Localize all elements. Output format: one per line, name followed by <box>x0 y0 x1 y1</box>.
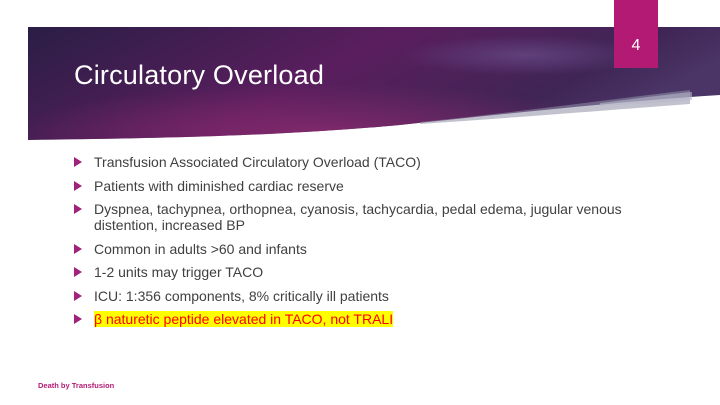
bullet-item <box>72 201 632 233</box>
triangle-bullet-icon <box>74 181 82 191</box>
bullet-item <box>72 264 632 280</box>
triangle-bullet-icon <box>74 267 82 277</box>
bullet-text: ICU: 1:356 components, 8% critically ill patients <box>94 287 389 304</box>
bullet-item-highlighted <box>72 311 632 327</box>
bullet-item <box>72 288 632 304</box>
highlighted-bullet-text: β naturetic peptide elevated in TACO, not TRALI <box>94 311 394 327</box>
bullet-text: Patients with diminished cardiac reserve <box>94 177 344 194</box>
triangle-bullet-icon <box>74 291 82 301</box>
bullet-text: 1-2 units may trigger TACO <box>94 264 264 280</box>
bullet-item <box>72 241 632 257</box>
bullet-text: Common in adults >60 and infants <box>94 240 307 257</box>
bullet-item <box>72 154 632 170</box>
slide-number: 4 <box>631 37 641 54</box>
triangle-bullet-icon <box>74 204 82 214</box>
footer-text: Death by Transfusion <box>38 381 115 390</box>
slide-title: Circulatory Overload <box>74 60 325 90</box>
bullet-item <box>72 178 632 194</box>
slide-number-badge <box>614 0 658 68</box>
triangle-bullet-icon <box>74 244 82 254</box>
triangle-bullet-icon <box>74 157 82 167</box>
bullet-list <box>72 154 632 335</box>
triangle-bullet-icon <box>74 314 82 324</box>
bullet-text: Dyspnea, tachypnea, orthopnea, cyanosis, tachycardia, pedal edema, jugular venous distention, increased BP <box>94 201 622 233</box>
bullet-text: Transfusion Associated Circulatory Overload (TACO) <box>94 154 421 170</box>
